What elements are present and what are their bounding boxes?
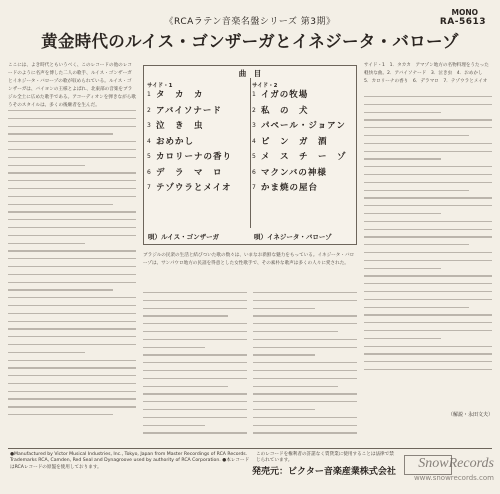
track-number: 4	[147, 137, 151, 145]
publisher-label: 発売元：ビクター音楽産業株式会社	[252, 467, 396, 477]
track-title: 私 の 犬	[261, 105, 309, 116]
track-number: 5	[147, 153, 151, 160]
tracklist-heading: 曲 目	[238, 69, 262, 78]
track-row	[252, 169, 356, 185]
tracklist-box	[143, 65, 357, 245]
track-row	[147, 107, 251, 123]
track-title: イガの牧場	[261, 90, 309, 100]
middle-column-text	[143, 252, 357, 288]
track-title: タ カ カ	[156, 90, 204, 100]
track-row	[147, 138, 251, 154]
track-number: 7	[252, 184, 256, 191]
side-1-label: サイド・1	[147, 83, 173, 89]
footer-rental-note: このレコードを権利者の許諾なく賃貸業に使用することは法律で禁じられています。	[256, 452, 394, 464]
credit-note: （解説・永田文夫）	[448, 412, 494, 418]
track-number: 2	[147, 106, 151, 114]
track-number: 6	[252, 168, 256, 176]
side-2-list	[252, 81, 356, 200]
side-1-list	[147, 81, 251, 200]
track-title: かま焼の屋台	[261, 183, 319, 193]
track-title: おめかし	[156, 136, 195, 147]
track-row	[147, 91, 251, 107]
catalog-number: RA-5613	[439, 17, 486, 27]
track-title: パペール・ジョアン	[261, 121, 346, 131]
track-title: 泣 き 虫	[156, 121, 204, 131]
footer-divider	[8, 448, 492, 449]
page-title: 黄金時代のルイス・ゴンザーガとイネジータ・バローゾ	[41, 32, 459, 51]
track-number: 1	[252, 91, 256, 98]
track-number: 3	[252, 122, 256, 129]
track-number: 3	[147, 122, 151, 129]
series-title: 《RCAラテン音楽名盤シリーズ 第3期》	[164, 17, 336, 27]
track-number: 6	[147, 168, 151, 176]
track-number: 1	[147, 91, 151, 98]
track-row	[147, 169, 251, 185]
track-row	[252, 91, 356, 107]
middle-column-paragraph: ブラジルの民衆の生活と結びついた歌の数々は、いまなお新鮮な魅力をもっている。イネジータ・バローゾは、サンパウロ地方の民謡を得意とした女性歌手で、その素朴な歌声は多くの人々に愛された。	[143, 253, 355, 266]
mono-label: MONO	[451, 8, 478, 17]
middle-left-lines	[143, 292, 247, 444]
track-number: 2	[252, 106, 256, 114]
side-2-label: サイド・2	[252, 83, 278, 89]
right-column-paragraph: サイド・1 1．タカカ アマゾン地方の名物料理をうたった軽快な曲。2．アバイソナード 3．泣き虫 4．おめかし 5．カロリーナの香り 6．デラマロ 7．テゾウラとメイオ	[364, 63, 489, 84]
left-column-paragraph: ここには、よき時代ともいうべく、このレコードの他のレコードのように名声を博した二人の歌手、ルイス・ゴンザーガとイネジータ・バローゾの歌が収められている。ルイス・ゴンザーガは、バイヨンの王様とよばれ、北東部の音楽をブラジル全土に広めた歌手である。アコーディオンを弾きながら歌うそのスタイルは、多くの後継者を生んだ。	[8, 63, 136, 108]
track-row	[252, 184, 356, 200]
track-row	[147, 184, 251, 200]
track-row	[147, 153, 251, 169]
track-title: マクンバの神様	[261, 167, 327, 178]
side-1-performer: 唄）ルイス・ゴンザーガ	[148, 233, 219, 241]
watermark-logo: SnowRecords	[418, 456, 494, 471]
side-2-performer: 唄）イネジータ・バローゾ	[254, 233, 332, 241]
track-number: 5	[252, 153, 256, 160]
track-number: 4	[252, 137, 256, 145]
track-title: アバイソナード	[156, 105, 222, 116]
track-row	[252, 153, 356, 169]
track-title: メ ス チ ー ゾ	[261, 152, 347, 162]
right-column-text	[364, 62, 492, 92]
left-column-lines	[8, 110, 136, 444]
track-title: ピ ン ガ 酒	[261, 136, 328, 147]
track-title: カロリーナの香り	[156, 152, 233, 162]
track-row	[252, 122, 356, 138]
track-title: デ ラ マ ロ	[156, 167, 223, 178]
track-row	[252, 138, 356, 154]
track-title: テゾウラとメイオ	[156, 183, 232, 193]
watermark-url: www.snowrecords.com	[413, 474, 494, 482]
track-number: 7	[147, 184, 151, 191]
track-row	[252, 107, 356, 123]
right-column-lines	[364, 96, 492, 406]
track-row	[147, 122, 251, 138]
footer-manufacturer-note: ●Manufactured by Victor Musical Industries, Inc., Tokyo, Japan from Master Recordings of RCA Records. Trademarks RCA, Camden, Red Seal and Dynagroove used by authority of RCA Corporation. ●本レコードはRCAレコードの原盤を使用しております。	[10, 452, 250, 470]
middle-right-lines	[253, 292, 357, 444]
